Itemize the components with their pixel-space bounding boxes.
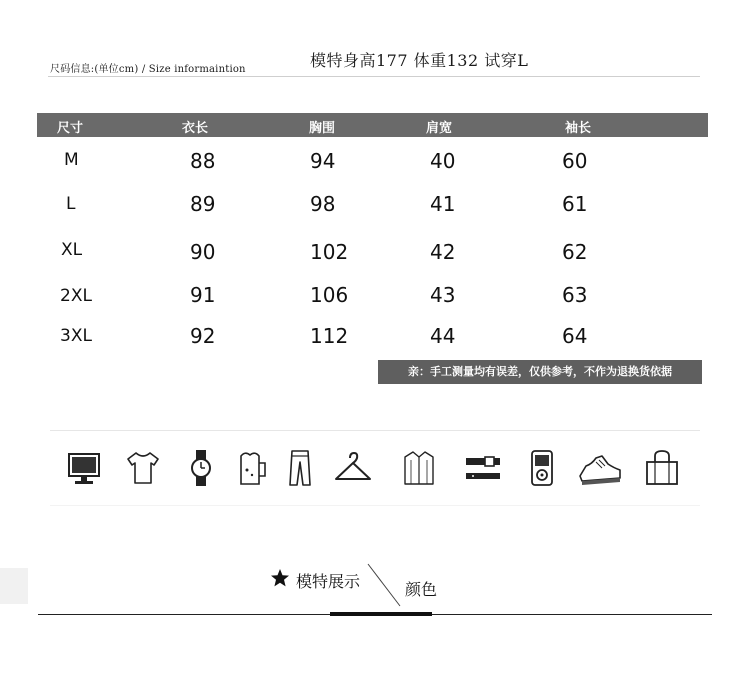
size-table-header (37, 113, 708, 137)
bag-icon (642, 448, 682, 488)
cell-chest: 98 (310, 192, 336, 216)
cell-shoulder: 42 (430, 240, 456, 264)
size-info-label: 尺码信息:(单位cm) / Size informaintion (50, 64, 246, 75)
cell-size: XL (61, 240, 83, 260)
cell-sleeve: 64 (562, 324, 588, 348)
cell-sleeve: 61 (562, 192, 588, 216)
cell-sleeve: 62 (562, 240, 588, 264)
tab-active-indicator (330, 612, 432, 616)
icon-band-bottom-line (50, 505, 700, 506)
cell-chest: 102 (310, 240, 349, 264)
cell-length: 90 (190, 240, 216, 264)
watch-icon (181, 448, 221, 488)
jeans-icon (280, 448, 320, 488)
cell-length: 92 (190, 324, 216, 348)
header-length: 衣长 (182, 121, 209, 136)
monitor-icon (64, 448, 104, 488)
tab-divider-slash (348, 562, 408, 612)
tab-model-showcase[interactable]: 模特展示 (296, 572, 361, 591)
mug-icon (233, 448, 273, 488)
icon-band-top-line (50, 430, 700, 431)
model-info: 模特身高177 体重132 试穿L (310, 51, 529, 70)
header-shoulder: 肩宽 (426, 121, 453, 136)
cell-chest: 94 (310, 149, 336, 173)
star-icon (270, 568, 290, 588)
music-player-icon (522, 448, 562, 488)
cell-shoulder: 43 (430, 283, 456, 307)
hanger-icon (333, 448, 373, 488)
cell-length: 91 (190, 283, 216, 307)
sneaker-icon (578, 448, 622, 488)
header-size: 尺寸 (57, 121, 84, 136)
tab-color[interactable]: 颜色 (405, 580, 438, 599)
belt-icon (463, 448, 503, 488)
cell-size: 2XL (60, 286, 92, 306)
tshirt-icon (123, 448, 163, 488)
cell-length: 88 (190, 149, 216, 173)
left-edge-tab (0, 568, 28, 604)
cell-size: 3XL (60, 326, 92, 346)
header-divider (48, 76, 700, 77)
cell-chest: 112 (310, 324, 349, 348)
cell-chest: 106 (310, 283, 349, 307)
shirt-icon (399, 448, 439, 488)
cell-shoulder: 41 (430, 192, 456, 216)
measurement-note: 亲：手工测量均有误差，仅供参考，不作为退换货依据 (378, 360, 702, 384)
cell-size: M (64, 150, 79, 170)
header-sleeve: 袖长 (565, 121, 592, 136)
cell-sleeve: 60 (562, 149, 588, 173)
cell-shoulder: 44 (430, 324, 456, 348)
cell-shoulder: 40 (430, 149, 456, 173)
cell-size: L (66, 194, 76, 214)
cell-sleeve: 63 (562, 283, 588, 307)
header-chest: 胸围 (309, 121, 336, 136)
cell-length: 89 (190, 192, 216, 216)
